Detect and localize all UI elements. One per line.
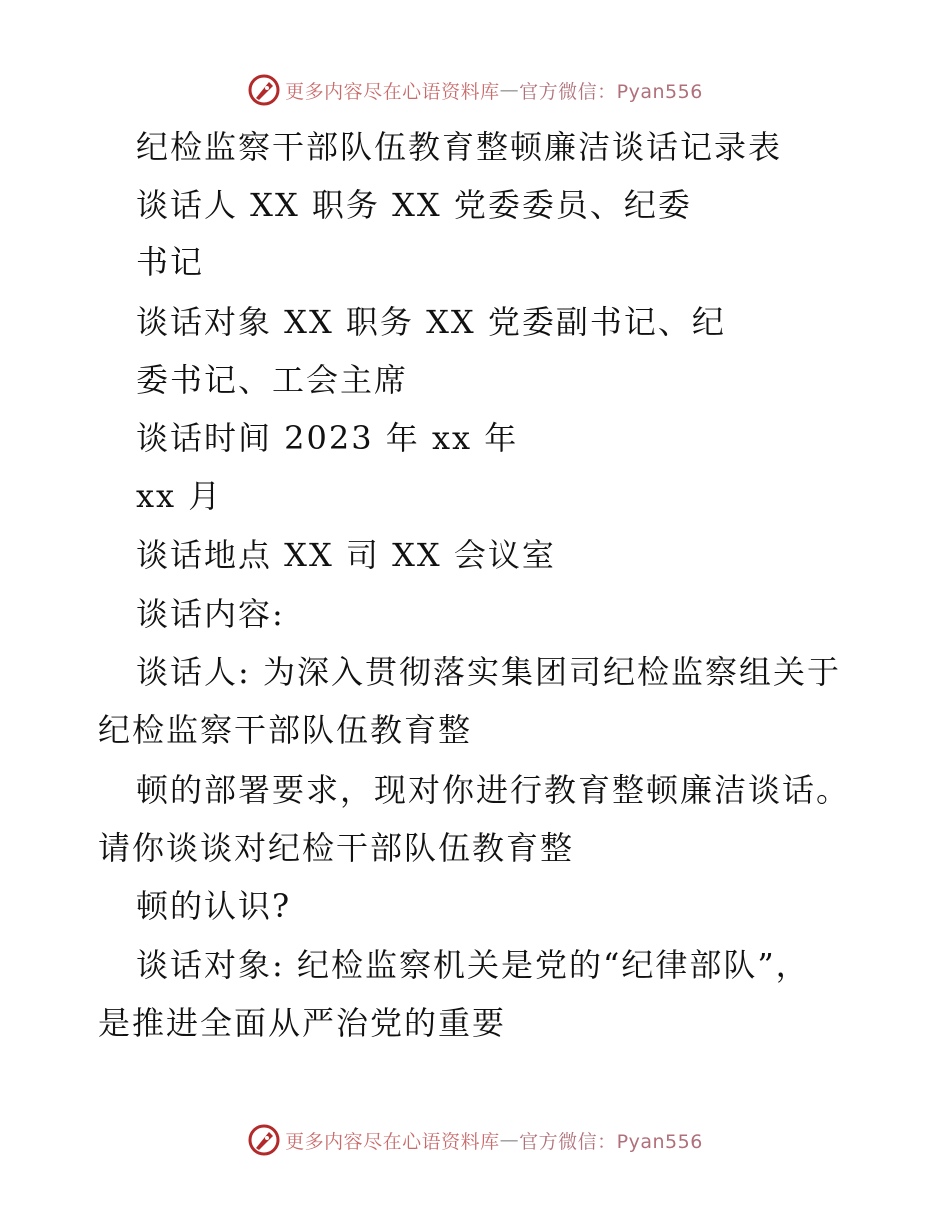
banner-text: 更多内容尽在心语资料库 bbox=[285, 1130, 500, 1153]
doc-line: 谈话人: 为深入贯彻落实集团司纪检监察组关于 bbox=[136, 653, 841, 691]
doc-line: 请你谈谈对纪检干部队伍教育整 bbox=[98, 829, 575, 867]
doc-line: 书记 bbox=[136, 243, 205, 281]
header-watermark-banner bbox=[0, 70, 950, 110]
doc-line: 谈话内容: bbox=[136, 595, 285, 633]
doc-line: 谈话地点 XX 司 XX 会议室 bbox=[136, 536, 556, 574]
banner-separator: — bbox=[499, 79, 520, 101]
doc-line: 谈话时间 2023 年 xx 年 bbox=[136, 419, 519, 457]
banner-text: 更多内容尽在心语资料库 bbox=[285, 80, 500, 103]
banner-wechat: 官方微信：Pyan556 bbox=[519, 80, 703, 103]
banner-wechat: 官方微信：Pyan556 bbox=[519, 1130, 703, 1153]
doc-line: xx 月 bbox=[136, 477, 223, 515]
doc-line: 纪检监察干部队伍教育整 bbox=[98, 711, 473, 749]
doc-line: 谈话人 XX 职务 XX 党委委员、纪委 bbox=[136, 186, 692, 224]
pen-nib-logo-icon bbox=[247, 1123, 281, 1157]
doc-line: 委书记、工会主席 bbox=[136, 361, 409, 399]
doc-line: 是推进全面从严治党的重要 bbox=[98, 1004, 507, 1042]
doc-line: 谈话对象 XX 职务 XX 党委副书记、纪 bbox=[136, 303, 726, 341]
footer-watermark-banner bbox=[0, 1120, 950, 1160]
document-title: 纪检监察干部队伍教育整顿廉洁谈话记录表 bbox=[136, 128, 783, 166]
doc-line: 顿的认识? bbox=[136, 887, 292, 925]
doc-line: 顿的部署要求，现对你进行教育整顿廉洁谈话。 bbox=[136, 771, 851, 809]
doc-line: 谈话对象: 纪检监察机关是党的“纪律部队”， bbox=[136, 946, 810, 984]
banner-separator: — bbox=[499, 1129, 520, 1151]
pen-nib-logo-icon bbox=[247, 73, 281, 107]
